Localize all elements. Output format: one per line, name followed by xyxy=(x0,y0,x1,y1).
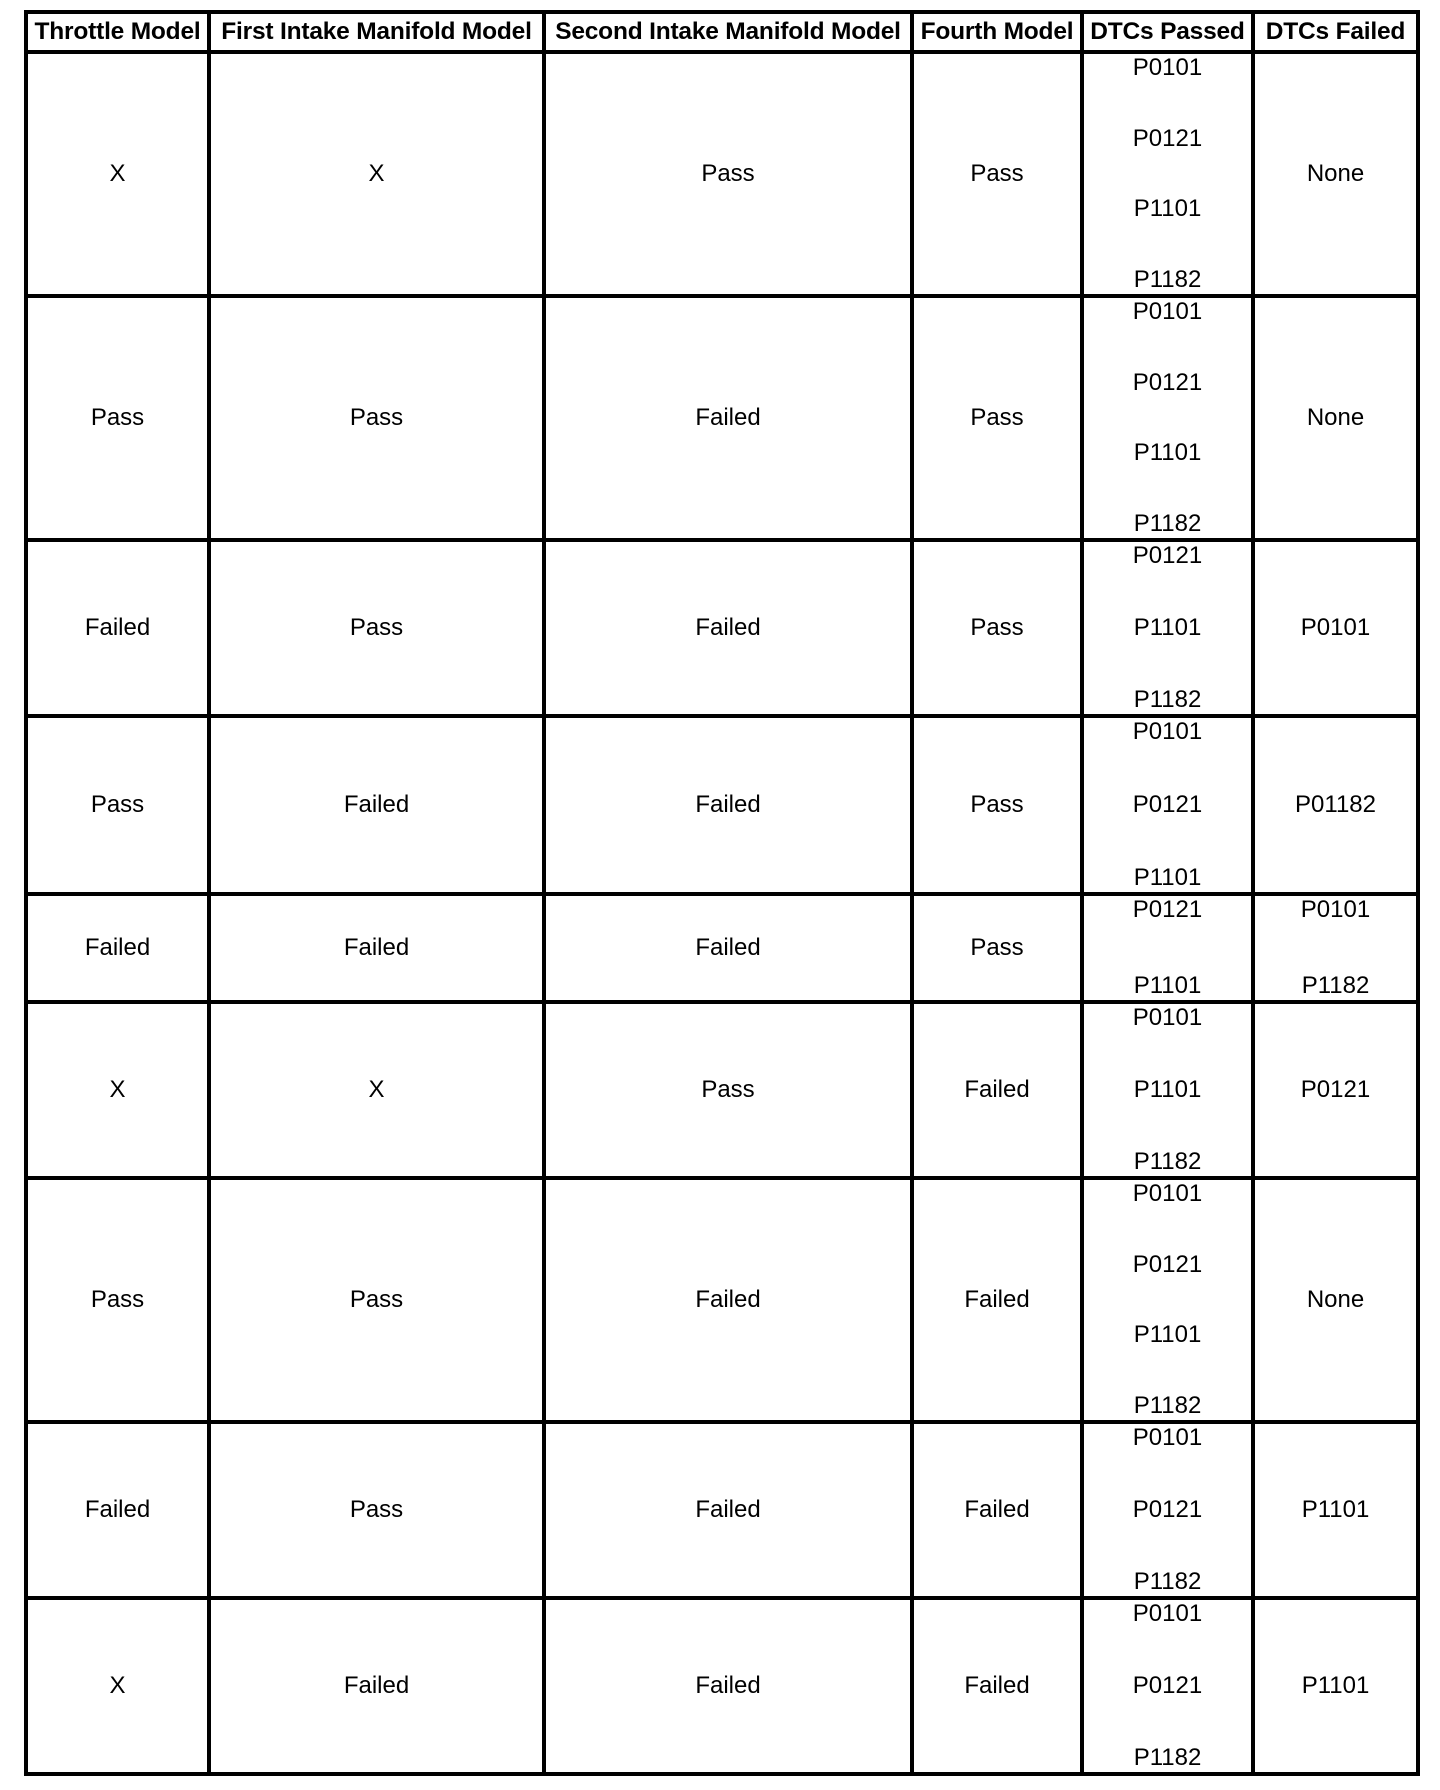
header-dtcs-failed: DTCs Failed xyxy=(1253,12,1418,52)
fourth-model-cell: Failed xyxy=(912,1422,1082,1598)
fourth-model-cell: Pass xyxy=(912,296,1082,540)
fourth-model-cell: Pass xyxy=(912,52,1082,296)
dtc-code: P1182 xyxy=(1133,1148,1202,1175)
table-body xyxy=(26,52,1418,1774)
throttle-model-cell: Pass xyxy=(26,1178,209,1422)
dtc-code: None xyxy=(1306,160,1365,187)
dtc-results-table xyxy=(24,10,1420,1776)
dtcs-passed-cell xyxy=(1082,1598,1253,1774)
throttle-model-cell: Failed xyxy=(26,894,209,1002)
dtc-code: P1101 xyxy=(1133,864,1202,891)
dtc-code-list xyxy=(1084,1004,1251,1176)
dtc-code: P0121 xyxy=(1132,791,1203,818)
dtcs-passed-cell xyxy=(1082,52,1253,296)
dtcs-failed-cell xyxy=(1253,540,1418,716)
first-intake-manifold-cell: Failed xyxy=(209,894,544,1002)
dtc-code-list xyxy=(1084,1424,1251,1596)
dtc-code: P1182 xyxy=(1133,1744,1202,1771)
dtc-code-list xyxy=(1084,718,1251,892)
dtc-code: P0101 xyxy=(1132,54,1203,81)
throttle-model-cell: Failed xyxy=(26,1422,209,1598)
table-row xyxy=(26,1002,1418,1178)
dtc-code-list xyxy=(1084,542,1251,714)
dtc-code: P0121 xyxy=(1132,124,1203,152)
first-intake-manifold-cell: Pass xyxy=(209,540,544,716)
dtc-code: None xyxy=(1306,404,1365,431)
second-intake-manifold-cell: Failed xyxy=(544,1422,912,1598)
dtc-code-list xyxy=(1084,896,1251,1000)
second-intake-manifold-cell: Failed xyxy=(544,894,912,1002)
dtc-code: P0101 xyxy=(1132,718,1203,745)
first-intake-manifold-cell: Pass xyxy=(209,1422,544,1598)
table-row xyxy=(26,296,1418,540)
dtc-code: P0101 xyxy=(1132,298,1203,325)
table-row xyxy=(26,540,1418,716)
table-row xyxy=(26,52,1418,296)
dtc-code: P1182 xyxy=(1133,1391,1202,1419)
dtcs-failed-cell xyxy=(1253,52,1418,296)
dtc-code: P1101 xyxy=(1133,195,1202,223)
dtc-code: P0121 xyxy=(1132,896,1203,923)
dtcs-failed-cell xyxy=(1253,894,1418,1002)
table-row xyxy=(26,894,1418,1002)
dtc-code: P1101 xyxy=(1301,1496,1370,1523)
dtc-code: P1101 xyxy=(1133,972,1202,999)
dtcs-failed-cell xyxy=(1253,716,1418,894)
dtc-code: P1101 xyxy=(1133,1076,1202,1103)
dtc-code: P0121 xyxy=(1300,1076,1371,1103)
second-intake-manifold-cell: Failed xyxy=(544,296,912,540)
dtcs-failed-cell xyxy=(1253,1598,1418,1774)
throttle-model-cell: X xyxy=(26,1598,209,1774)
dtcs-failed-cell xyxy=(1253,1178,1418,1422)
dtc-code: P0101 xyxy=(1132,1424,1203,1451)
dtcs-passed-cell xyxy=(1082,1178,1253,1422)
table-row xyxy=(26,1598,1418,1774)
table-row xyxy=(26,1422,1418,1598)
dtc-code-list xyxy=(1084,298,1251,538)
dtc-code: P1101 xyxy=(1133,614,1202,641)
dtcs-failed-cell xyxy=(1253,1422,1418,1598)
first-intake-manifold-cell: Pass xyxy=(209,1178,544,1422)
dtcs-passed-cell xyxy=(1082,894,1253,1002)
dtc-code-list xyxy=(1084,54,1251,294)
fourth-model-cell: Pass xyxy=(912,894,1082,1002)
dtc-code: P1182 xyxy=(1133,1568,1202,1595)
first-intake-manifold-cell: Failed xyxy=(209,1598,544,1774)
dtcs-passed-cell xyxy=(1082,296,1253,540)
first-intake-manifold-cell: X xyxy=(209,1002,544,1178)
dtc-code: P0101 xyxy=(1300,614,1371,641)
dtc-code: P0121 xyxy=(1132,1250,1203,1278)
dtcs-failed-cell xyxy=(1253,1002,1418,1178)
dtc-code: P0121 xyxy=(1132,542,1203,569)
dtc-code-list xyxy=(1084,1180,1251,1420)
dtc-code: P1182 xyxy=(1133,686,1202,713)
dtc-code: P01182 xyxy=(1295,791,1376,818)
dtcs-passed-cell xyxy=(1082,716,1253,894)
second-intake-manifold-cell: Failed xyxy=(544,1598,912,1774)
throttle-model-cell: X xyxy=(26,52,209,296)
dtc-code: None xyxy=(1306,1286,1365,1313)
dtc-code: P0121 xyxy=(1132,1672,1203,1699)
dtc-code: P1182 xyxy=(1133,509,1202,537)
dtc-code-list xyxy=(1255,896,1416,1000)
dtcs-failed-cell xyxy=(1253,296,1418,540)
dtc-code: P0101 xyxy=(1132,1004,1203,1031)
table-row xyxy=(26,1178,1418,1422)
header-throttle-model: Throttle Model xyxy=(26,12,209,52)
fourth-model-cell: Failed xyxy=(912,1002,1082,1178)
header-fourth-model: Fourth Model xyxy=(912,12,1082,52)
header-first-intake-manifold-model: First Intake Manifold Model xyxy=(209,12,544,52)
second-intake-manifold-cell: Failed xyxy=(544,1178,912,1422)
header-row xyxy=(26,12,1418,52)
header-dtcs-passed: DTCs Passed xyxy=(1082,12,1253,52)
second-intake-manifold-cell: Failed xyxy=(544,540,912,716)
dtcs-passed-cell xyxy=(1082,1422,1253,1598)
dtc-code: P0101 xyxy=(1132,1180,1203,1207)
dtc-code: P1101 xyxy=(1301,1672,1370,1699)
dtcs-passed-cell xyxy=(1082,540,1253,716)
second-intake-manifold-cell: Failed xyxy=(544,716,912,894)
first-intake-manifold-cell: X xyxy=(209,52,544,296)
table-row xyxy=(26,716,1418,894)
dtc-code: P0121 xyxy=(1132,1496,1203,1523)
fourth-model-cell: Pass xyxy=(912,540,1082,716)
header-second-intake-manifold-model: Second Intake Manifold Model xyxy=(544,12,912,52)
throttle-model-cell: Pass xyxy=(26,296,209,540)
dtc-code: P0101 xyxy=(1300,896,1371,923)
fourth-model-cell: Pass xyxy=(912,716,1082,894)
dtc-code: P1182 xyxy=(1301,972,1370,999)
dtc-code: P1101 xyxy=(1133,1321,1202,1349)
first-intake-manifold-cell: Pass xyxy=(209,296,544,540)
dtcs-passed-cell xyxy=(1082,1002,1253,1178)
throttle-model-cell: X xyxy=(26,1002,209,1178)
dtc-code: P0121 xyxy=(1132,368,1203,396)
fourth-model-cell: Failed xyxy=(912,1178,1082,1422)
first-intake-manifold-cell: Failed xyxy=(209,716,544,894)
second-intake-manifold-cell: Pass xyxy=(544,1002,912,1178)
dtc-code: P1101 xyxy=(1133,439,1202,467)
throttle-model-cell: Pass xyxy=(26,716,209,894)
dtc-code: P1182 xyxy=(1133,265,1202,293)
dtc-code: P0101 xyxy=(1132,1600,1203,1627)
fourth-model-cell: Failed xyxy=(912,1598,1082,1774)
dtc-code-list xyxy=(1084,1600,1251,1772)
second-intake-manifold-cell: Pass xyxy=(544,52,912,296)
throttle-model-cell: Failed xyxy=(26,540,209,716)
